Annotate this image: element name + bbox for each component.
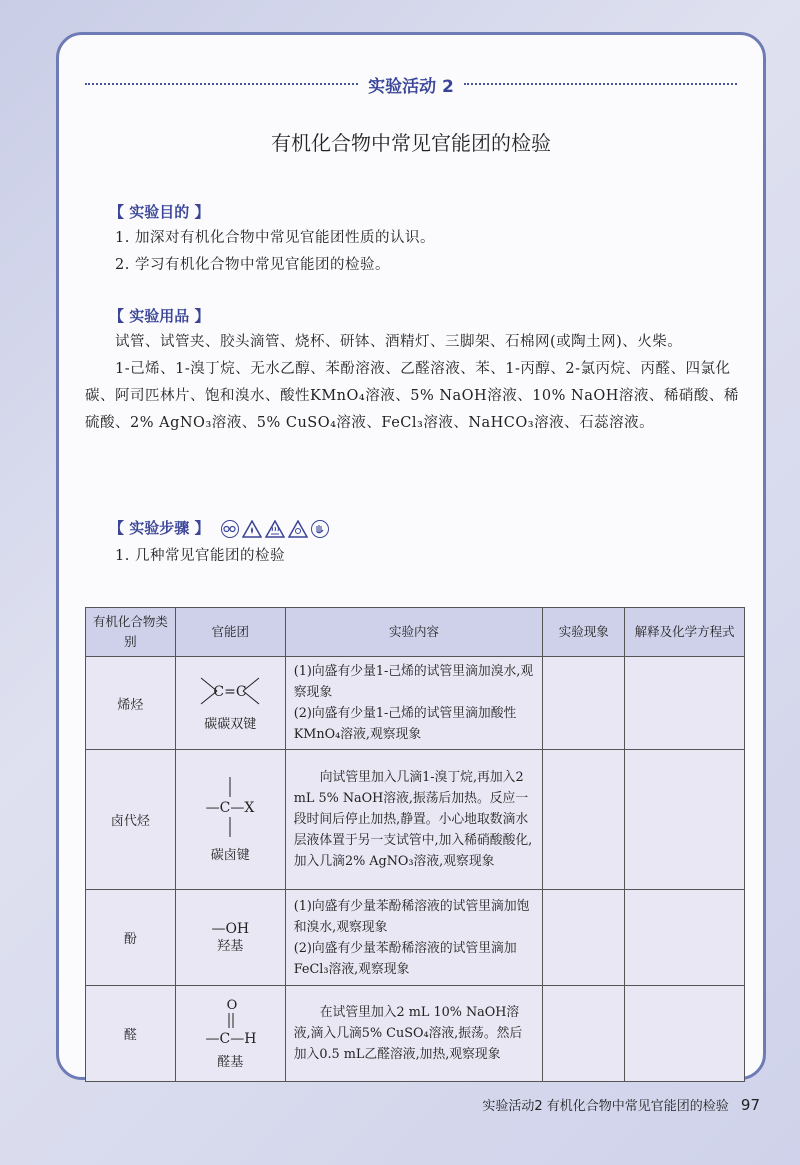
row-group-name: 碳碳双键	[204, 717, 257, 732]
page-title: 有机化合物中常见官能团的检验	[271, 131, 551, 155]
row-group	[175, 890, 285, 986]
page-frame	[56, 32, 766, 1080]
table-header-row	[86, 608, 745, 657]
goggles-icon	[221, 520, 239, 538]
aldehyde-oxygen: O	[226, 997, 238, 1013]
content-line: 在试管里加入2 mL 10% NaOH溶液,滴入几滴5% CuSO₄溶液,振荡。然后加入0.5 mL乙醛溶液,加热,观察现象	[293, 1005, 523, 1062]
flame-warning-icon	[242, 520, 262, 538]
header-phenomenon: 实验现象	[543, 608, 625, 657]
safety-icons	[221, 520, 329, 538]
steps-subheading: 1. 几种常见官能团的检验	[115, 548, 285, 564]
purpose-list	[85, 225, 745, 279]
content-line: (1)向盛有少量1-己烯的试管里滴加溴水,观察现象	[293, 664, 534, 700]
row-category: 烯烃	[86, 657, 176, 750]
row-content	[285, 986, 543, 1082]
materials-tools: 试管、试管夹、胶头滴管、烧杯、研钵、酒精灯、三脚架、石棉网(或陶土网)、火柴。	[115, 334, 683, 350]
page-number: 97	[740, 1096, 760, 1114]
carbon-halogen-formula: —C—X	[205, 799, 255, 816]
header-content: 实验内容	[285, 608, 543, 657]
row-phenomenon-cell[interactable]	[543, 750, 625, 890]
steps-heading-text: 【 实验步骤 】	[109, 519, 210, 537]
content-line: 向试管里加入几滴1-溴丁烷,再加入2 mL 5% NaOH溶液,振荡后加热。反应一段时间后停止加热,静置。小心地取数滴水层液体置于另一支试管中,加入稀硝酸酸化,加入几滴2% AgNO₃溶液,观察现象	[293, 770, 533, 869]
purpose-item-2: 2. 学习有机化合物中常见官能团的检验。	[115, 257, 390, 273]
row-group	[175, 750, 285, 890]
row-group-name: 羟基	[217, 938, 244, 954]
row-group	[175, 986, 285, 1082]
hand-wash-icon	[311, 520, 329, 538]
header-category: 有机化合物类别	[86, 608, 176, 657]
toxic-warning-icon	[288, 520, 308, 538]
row-content	[285, 890, 543, 986]
purpose-heading: 【 实验目的 】	[109, 203, 210, 221]
running-title: 实验活动2 有机化合物中常见官能团的检验	[482, 1099, 729, 1114]
double-bond-structure	[195, 672, 265, 710]
row-category: 醛	[86, 986, 176, 1082]
dotted-rule-right	[464, 83, 737, 85]
row-explanation-cell[interactable]	[625, 986, 745, 1082]
steps-subheading-wrap	[85, 543, 745, 570]
materials-heading: 【 实验用品 】	[109, 307, 210, 325]
table-row	[86, 750, 745, 890]
carbon-halogen-structure	[195, 775, 265, 841]
table-row	[86, 986, 745, 1082]
dotted-rule-left	[85, 83, 358, 85]
table-row	[86, 657, 745, 750]
table-row	[86, 890, 745, 986]
row-content	[285, 750, 543, 890]
materials-text	[85, 329, 745, 437]
header-explanation: 解释及化学方程式	[625, 608, 745, 657]
experiment-table	[85, 607, 745, 1082]
row-group-name: 醛基	[217, 1054, 244, 1070]
steps-heading	[109, 517, 329, 538]
page-footer	[482, 1095, 760, 1114]
row-category: 卤代烃	[86, 750, 176, 890]
double-bond-formula: C=C	[213, 684, 247, 700]
content-line: (2)向盛有少量1-己烯的试管里滴加酸性KMnO₄溶液,观察现象	[293, 706, 517, 742]
row-group	[175, 657, 285, 750]
row-category: 酚	[86, 890, 176, 986]
content-line: (1)向盛有少量苯酚稀溶液的试管里滴加饱和溴水,观察现象	[293, 898, 530, 935]
aldehyde-formula: —C—H	[205, 1030, 257, 1047]
aldehyde-structure	[195, 996, 265, 1048]
row-explanation-cell[interactable]	[625, 890, 745, 986]
activity-label: 实验活动 2	[368, 76, 454, 97]
row-explanation-cell[interactable]	[625, 657, 745, 750]
hydroxyl-formula: —OH	[211, 920, 250, 937]
row-group-name: 碳卤键	[210, 847, 250, 863]
row-content	[285, 657, 543, 750]
content-line: (2)向盛有少量苯酚稀溶液的试管里滴加FeCl₃溶液,观察现象	[293, 940, 517, 977]
row-phenomenon-cell[interactable]	[543, 890, 625, 986]
purpose-item-1: 1. 加深对有机化合物中常见官能团性质的认识。	[115, 230, 435, 246]
hot-surface-icon	[265, 520, 285, 538]
materials-reagents: 1-己烯、1-溴丁烷、无水乙醇、苯酚溶液、乙醛溶液、苯、1-丙醇、2-氯丙烷、丙醛、四氯化碳、阿司匹林片、饱和溴水、酸性KMnO₄溶液、5% NaOH溶液、10% NaOH溶液、稀硝酸、稀硫酸、2% AgNO₃溶液、5% CuSO₄溶液、FeCl₃溶液、NaHCO₃溶液、石蕊溶液。	[85, 361, 739, 431]
row-explanation-cell[interactable]	[625, 750, 745, 890]
row-phenomenon-cell[interactable]	[543, 657, 625, 750]
header-group: 官能团	[175, 608, 285, 657]
row-phenomenon-cell[interactable]	[543, 986, 625, 1082]
activity-banner	[85, 73, 737, 95]
